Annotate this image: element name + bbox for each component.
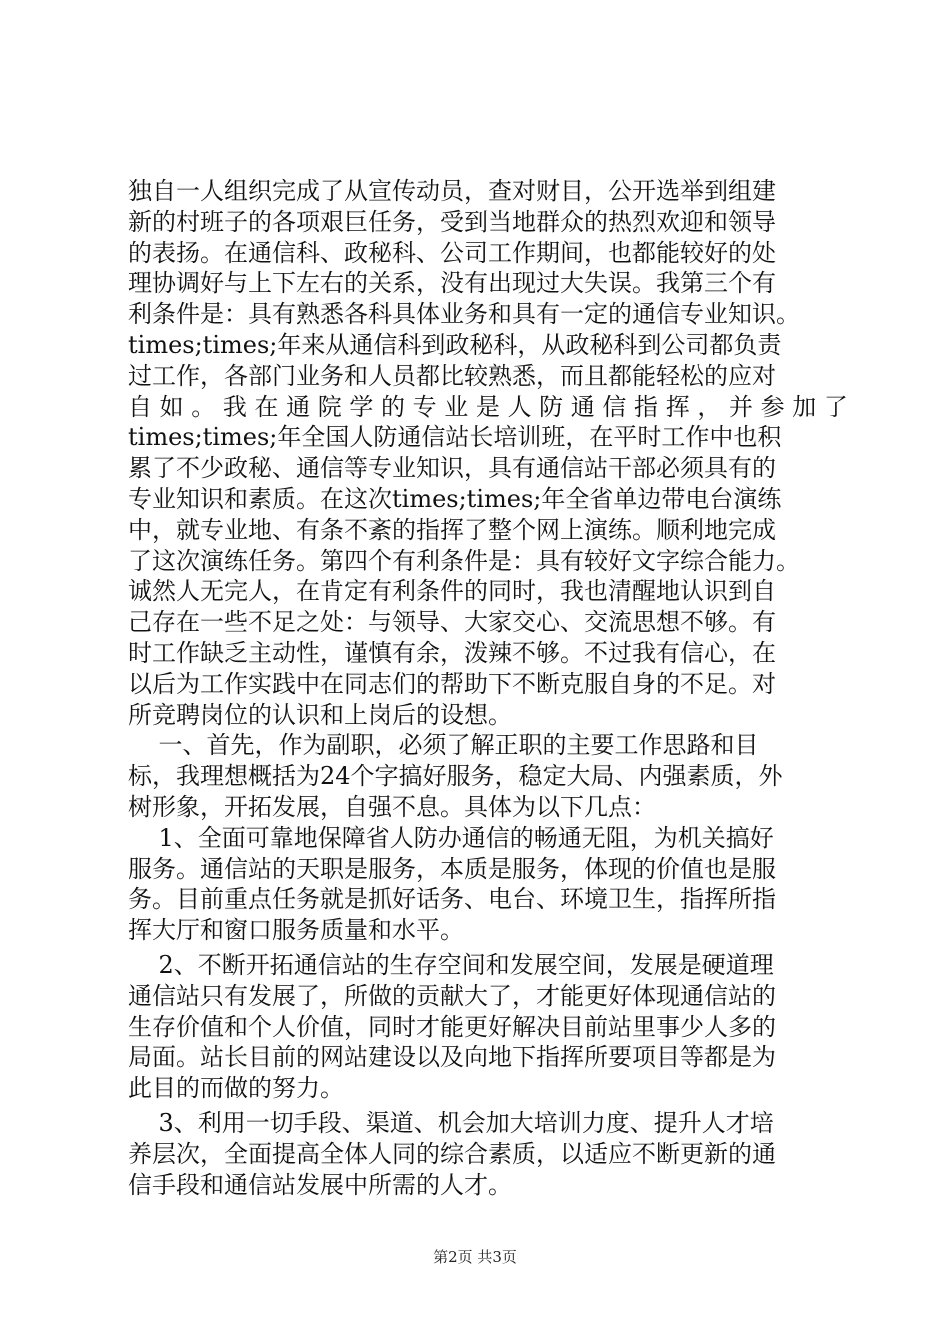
text-line: 自 如 。 我 在 通 院 学 的 专 业 是 人 防 通 信 指 挥 ， 并 参 加 了 xyxy=(128,392,848,421)
paragraph-first-line: 2、不断开拓通信站的生存空间和发展空间，发展是硬道理 xyxy=(128,950,774,979)
text-line: 树形象，开拓发展，自强不息。具体为以下几点： xyxy=(128,792,656,821)
text-line: 新的村班子的各项艰巨任务，受到当地群众的热烈欢迎和领导 xyxy=(128,207,776,236)
text-line: 务。目前重点任务就是抓好话务、电台、环境卫生，指挥所指 xyxy=(128,885,776,914)
text-line: 诚然人无完人，在肯定有利条件的同时，我也清醒地认识到自 xyxy=(128,577,776,606)
text-line: 的表扬。在通信科、政秘科、公司工作期间，也都能较好的处 xyxy=(128,238,776,267)
text-line: 了这次演练任务。第四个有利条件是：具有较好文字综合能力。 xyxy=(128,546,800,575)
text-line: 累了不少政秘、通信等专业知识，具有通信站干部必须具有的 xyxy=(128,454,776,483)
text-line: times;times;年来从通信科到政秘科，从政秘科到公司都负责 xyxy=(128,330,782,359)
text-line: 通信站只有发展了，所做的贡献大了，才能更好体现通信站的 xyxy=(128,981,776,1010)
text-line: 独自一人组织完成了从宣传动员，查对财目，公开选举到组建 xyxy=(128,177,776,205)
text-line: 标，我理想概括为24个字搞好服务，稳定大局、内强素质，外 xyxy=(128,762,783,791)
text-line: 生存价值和个人价值，同时才能更好解决目前站里事少人多的 xyxy=(128,1012,776,1041)
text-line: 局面。站长目前的网站建设以及向地下指挥所要项目等都是为 xyxy=(128,1043,776,1072)
document-body xyxy=(128,176,848,1200)
text-line: 服务。通信站的天职是服务，本质是服务，体现的价值也是服 xyxy=(128,854,776,883)
text-line: 此目的而做的努力。 xyxy=(128,1074,344,1103)
text-line: 专业知识和素质。在这次times;times;年全省单边带电台演练 xyxy=(128,484,782,513)
text-line: 己存在一些不足之处：与领导、大家交心、交流思想不够。有 xyxy=(128,608,776,637)
text-line: 中，就专业地、有条不紊的指挥了整个网上演练。顺利地完成 xyxy=(128,515,776,544)
text-line: 所竞聘岗位的认识和上岗后的设想。 xyxy=(128,700,512,729)
text-line: 理协调好与上下左右的关系，没有出现过大失误。我第三个有 xyxy=(128,269,776,298)
text-line: 时工作缺乏主动性，谨慎有余，泼辣不够。不过我有信心，在 xyxy=(128,638,776,667)
paragraph-first-line: 3、利用一切手段、渠道、机会加大培训力度、提升人才培 xyxy=(128,1108,774,1137)
page-footer xyxy=(0,1247,950,1267)
text-line: 过工作，各部门业务和人员都比较熟悉，而且都能轻松的应对 xyxy=(128,361,776,390)
page-number-label: 第2页 共3页 xyxy=(433,1248,517,1266)
text-line: 信手段和通信站发展中所需的人才。 xyxy=(128,1170,512,1199)
text-line: 挥大厅和窗口服务质量和水平。 xyxy=(128,916,464,945)
text-line: 养层次，全面提高全体人同的综合素质，以适应不断更新的通 xyxy=(128,1139,776,1168)
paragraph-first-line: 一、首先，作为副职，必须了解正职的主要工作思路和目 xyxy=(128,731,759,760)
text-line: 利条件是：具有熟悉各科具体业务和具有一定的通信专业知识。 xyxy=(128,300,800,329)
paragraph-first-line: 1、全面可靠地保障省人防办通信的畅通无阻，为机关搞好 xyxy=(128,823,774,852)
text-line: 以后为工作实践中在同志们的帮助下不断克服自身的不足。对 xyxy=(128,669,776,698)
text-line: times;times;年全国人防通信站长培训班，在平时工作中也积 xyxy=(128,423,782,452)
